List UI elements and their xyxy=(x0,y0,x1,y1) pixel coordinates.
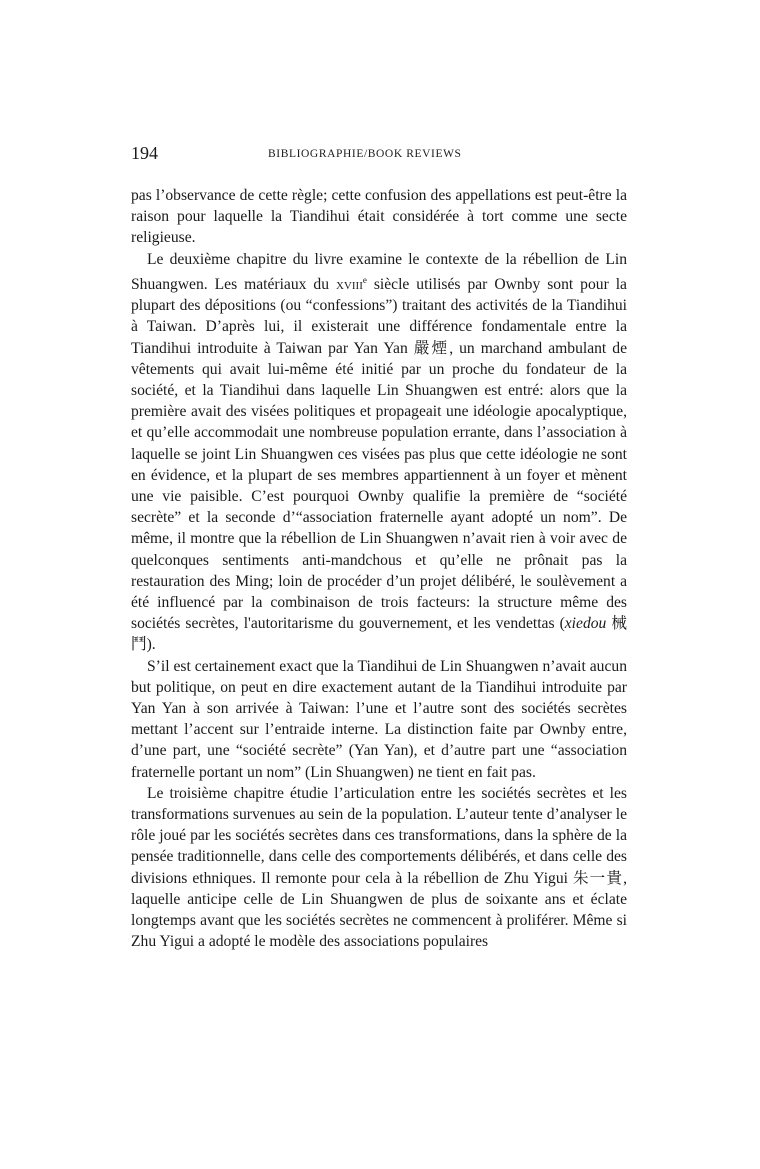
paragraph-2-part-2: siècle utilisés par Ownby sont pour la plupart des dépositions (ou “confessions”) traitant des activités de la Tiandihui à Taiwan. D’après lui, il existerait une différence fondamentale entre la Tiandihui introduite à Taiwan par Yan Yan 嚴煙, un marchand ambulant de vêtements qui avait lui-même été initié par un proche du fondateur de la société, et la Tiandihui dans laquelle Lin Shuangwen est entré: alors que la première avait des visées politiques et propageait une idéologie apocalyptique, et qu’elle accommodait une nombreuse population errante, dans l’association à laquelle se joint Lin Shuangwen ces visées pas plus que cette idéologie ne sont en évidence, et la plupart de ses membres appartiennent à un foyer et mènent une vie paisible. C’est pourquoi Ownby qualifie la première de “société secrète” et la seconde d’“association fraternelle ayant adopté un nom”. De même, il montre que la rébellion de Lin Shuangwen n’avait rien à voir avec de quelconques sentiments anti-mandchous et qu’elle ne prônait pas la restauration des Ming; loin de procéder d’un projet délibéré, le soulèvement a été influencé par la combinaison de trois facteurs: la structure même des sociétés secrètes, l'autoritarisme du gouvernement, et les vendettas ( xyxy=(131,276,627,633)
century-superscript: e xyxy=(362,274,367,285)
body-text xyxy=(131,185,627,953)
paragraph-2 xyxy=(131,249,627,656)
running-head xyxy=(131,143,627,173)
italic-term-xiedou: xiedou xyxy=(564,615,607,633)
paragraph-2-part-1: Le deuxième chapitre du livre examine le contexte de la rébellion de Lin Shuangwen. Les matériaux du xyxy=(131,250,627,293)
book-page xyxy=(131,143,627,953)
paragraph-4: Le troisième chapitre étudie l’articulation entre les sociétés secrètes et les transformations survenues au sein de la population. L’auteur tente d’analyser le rôle joué par les sociétés secrètes dans ces transformations, dans la sphère de la pensée traditionnelle, dans celle des comportements délibérés, et dans celle des divisions ethniques. Il remonte pour cela à la rébellion de Zhu Yigui 朱一貴, laquelle anticipe celle de Lin Shuangwen de plus de soixante ans et éclate longtemps avant que les sociétés secrètes ne commencent à proliférer. Même si Zhu Yigui a adopté le modèle des associations populaires xyxy=(131,784,627,951)
page-number: 194 xyxy=(131,143,158,163)
paragraph-3: S’il est certainement exact que la Tiandihui de Lin Shuangwen n’avait aucun but politique, on peut en dire exactement autant de la Tiandihui introduite par Yan Yan à son arrivée à Taiwan: l’une et l’autre sont des sociétés secrètes mettant l’accent sur l’entraide interne. La distinction faite par Ownby entre, d’une part, une “société secrète” (Yan Yan), et d’autre part une “association fraternelle portant un nom” (Lin Shuangwen) ne tient en fait pas. xyxy=(131,657,627,781)
running-head-title: BIBLIOGRAPHIE/BOOK REVIEWS xyxy=(268,148,462,160)
paragraph-1: pas l’observance de cette règle; cette confusion des appellations est peut-être la raison pour laquelle la Tiandihui était considérée à tort comme une secte religieuse. xyxy=(131,187,627,247)
paragraph-2-part-3: 械鬥). xyxy=(131,615,627,654)
century-numeral: xviii xyxy=(335,276,363,293)
